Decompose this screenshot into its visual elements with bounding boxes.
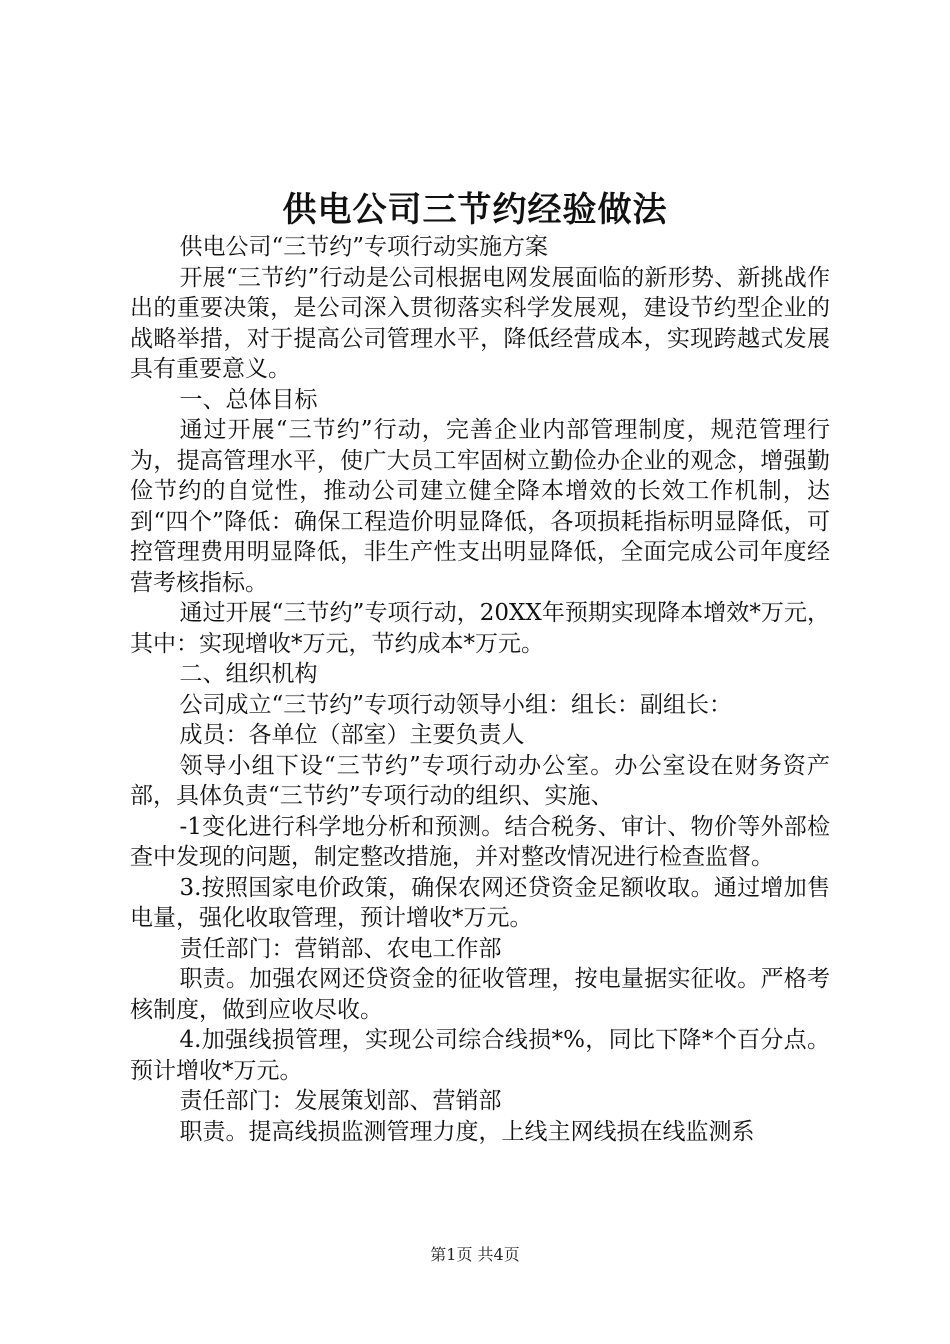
- paragraph-item-4-duty: 职责。提高线损监测管理力度，上线主网线损在线监测系: [179, 1118, 755, 1145]
- paragraph-analysis: -1变化进行科学地分析和预测。结合税务、审计、物价等外部检查中发现的问题，制定整改措施，并对整改情况进行检查监督。: [130, 813, 830, 870]
- paragraph-members: 成员：各单位（部室）主要负责人: [179, 722, 525, 748]
- document-body: [130, 232, 830, 1147]
- heading-organization: 二、组织机构: [179, 661, 318, 687]
- paragraph-office: 领导小组下设“三节约”专项行动办公室。办公室设在财务资产部，具体负责“三节约”专项行动的组织、实施、: [130, 752, 830, 809]
- paragraph-item-4-department: 责任部门：发展策划部、营销部: [179, 1088, 502, 1114]
- paragraph-goal-target: 通过开展“三节约”专项行动，20XX年预期实现降本增效*万元，其中：实现增收*万元，节约成本*万元。: [130, 600, 830, 657]
- paragraph-plan-name: 供电公司“三节约”专项行动实施方案: [179, 234, 548, 260]
- paragraph-item-3-department: 责任部门：营销部、农电工作部: [179, 935, 502, 962]
- paragraph-item-4: 4.加强线损管理，实现公司综合线损*%，同比下降*个百分点。预计增收*万元。: [130, 1027, 830, 1084]
- paragraph-item-3-duty: 职责。加强农网还贷资金的征收管理，按电量据实征收。严格考核制度，做到应收尽收。: [130, 966, 830, 1023]
- document-title: 供电公司三节约经验做法: [282, 190, 668, 230]
- paragraph-intro: 开展“三节约”行动是公司根据电网发展面临的新形势、新挑战作出的重要决策，是公司深入贯彻落实科学发展观，建设节约型企业的战略举措，对于提高公司管理水平，降低经营成本，实现跨越式发展具有重要意义。: [130, 264, 830, 382]
- paragraph-leading-group: 公司成立“三节约”专项行动领导小组：组长：副组长：: [179, 691, 732, 718]
- paragraph-item-3: 3.按照国家电价政策，确保农网还贷资金足额收取。通过增加售电量，强化收取管理，预计增收*万元。: [130, 874, 830, 931]
- heading-overall-goal: 一、总体目标: [179, 386, 318, 413]
- paragraph-goal-details: 通过开展“三节约”行动，完善企业内部管理制度，规范管理行为，提高管理水平，使广大员工牢固树立勤俭办企业的观念，增强勤俭节约的自觉性，推动公司建立健全降本增效的长效工作机制，达到“四个”降低：确保工程造价明显降低，各项损耗指标明显降低，可控管理费用明显降低，非生产性支出明显降低，全面完成公司年度经营考核指标。: [130, 417, 830, 596]
- page-number-footer: 第1页 共4页: [430, 1245, 520, 1264]
